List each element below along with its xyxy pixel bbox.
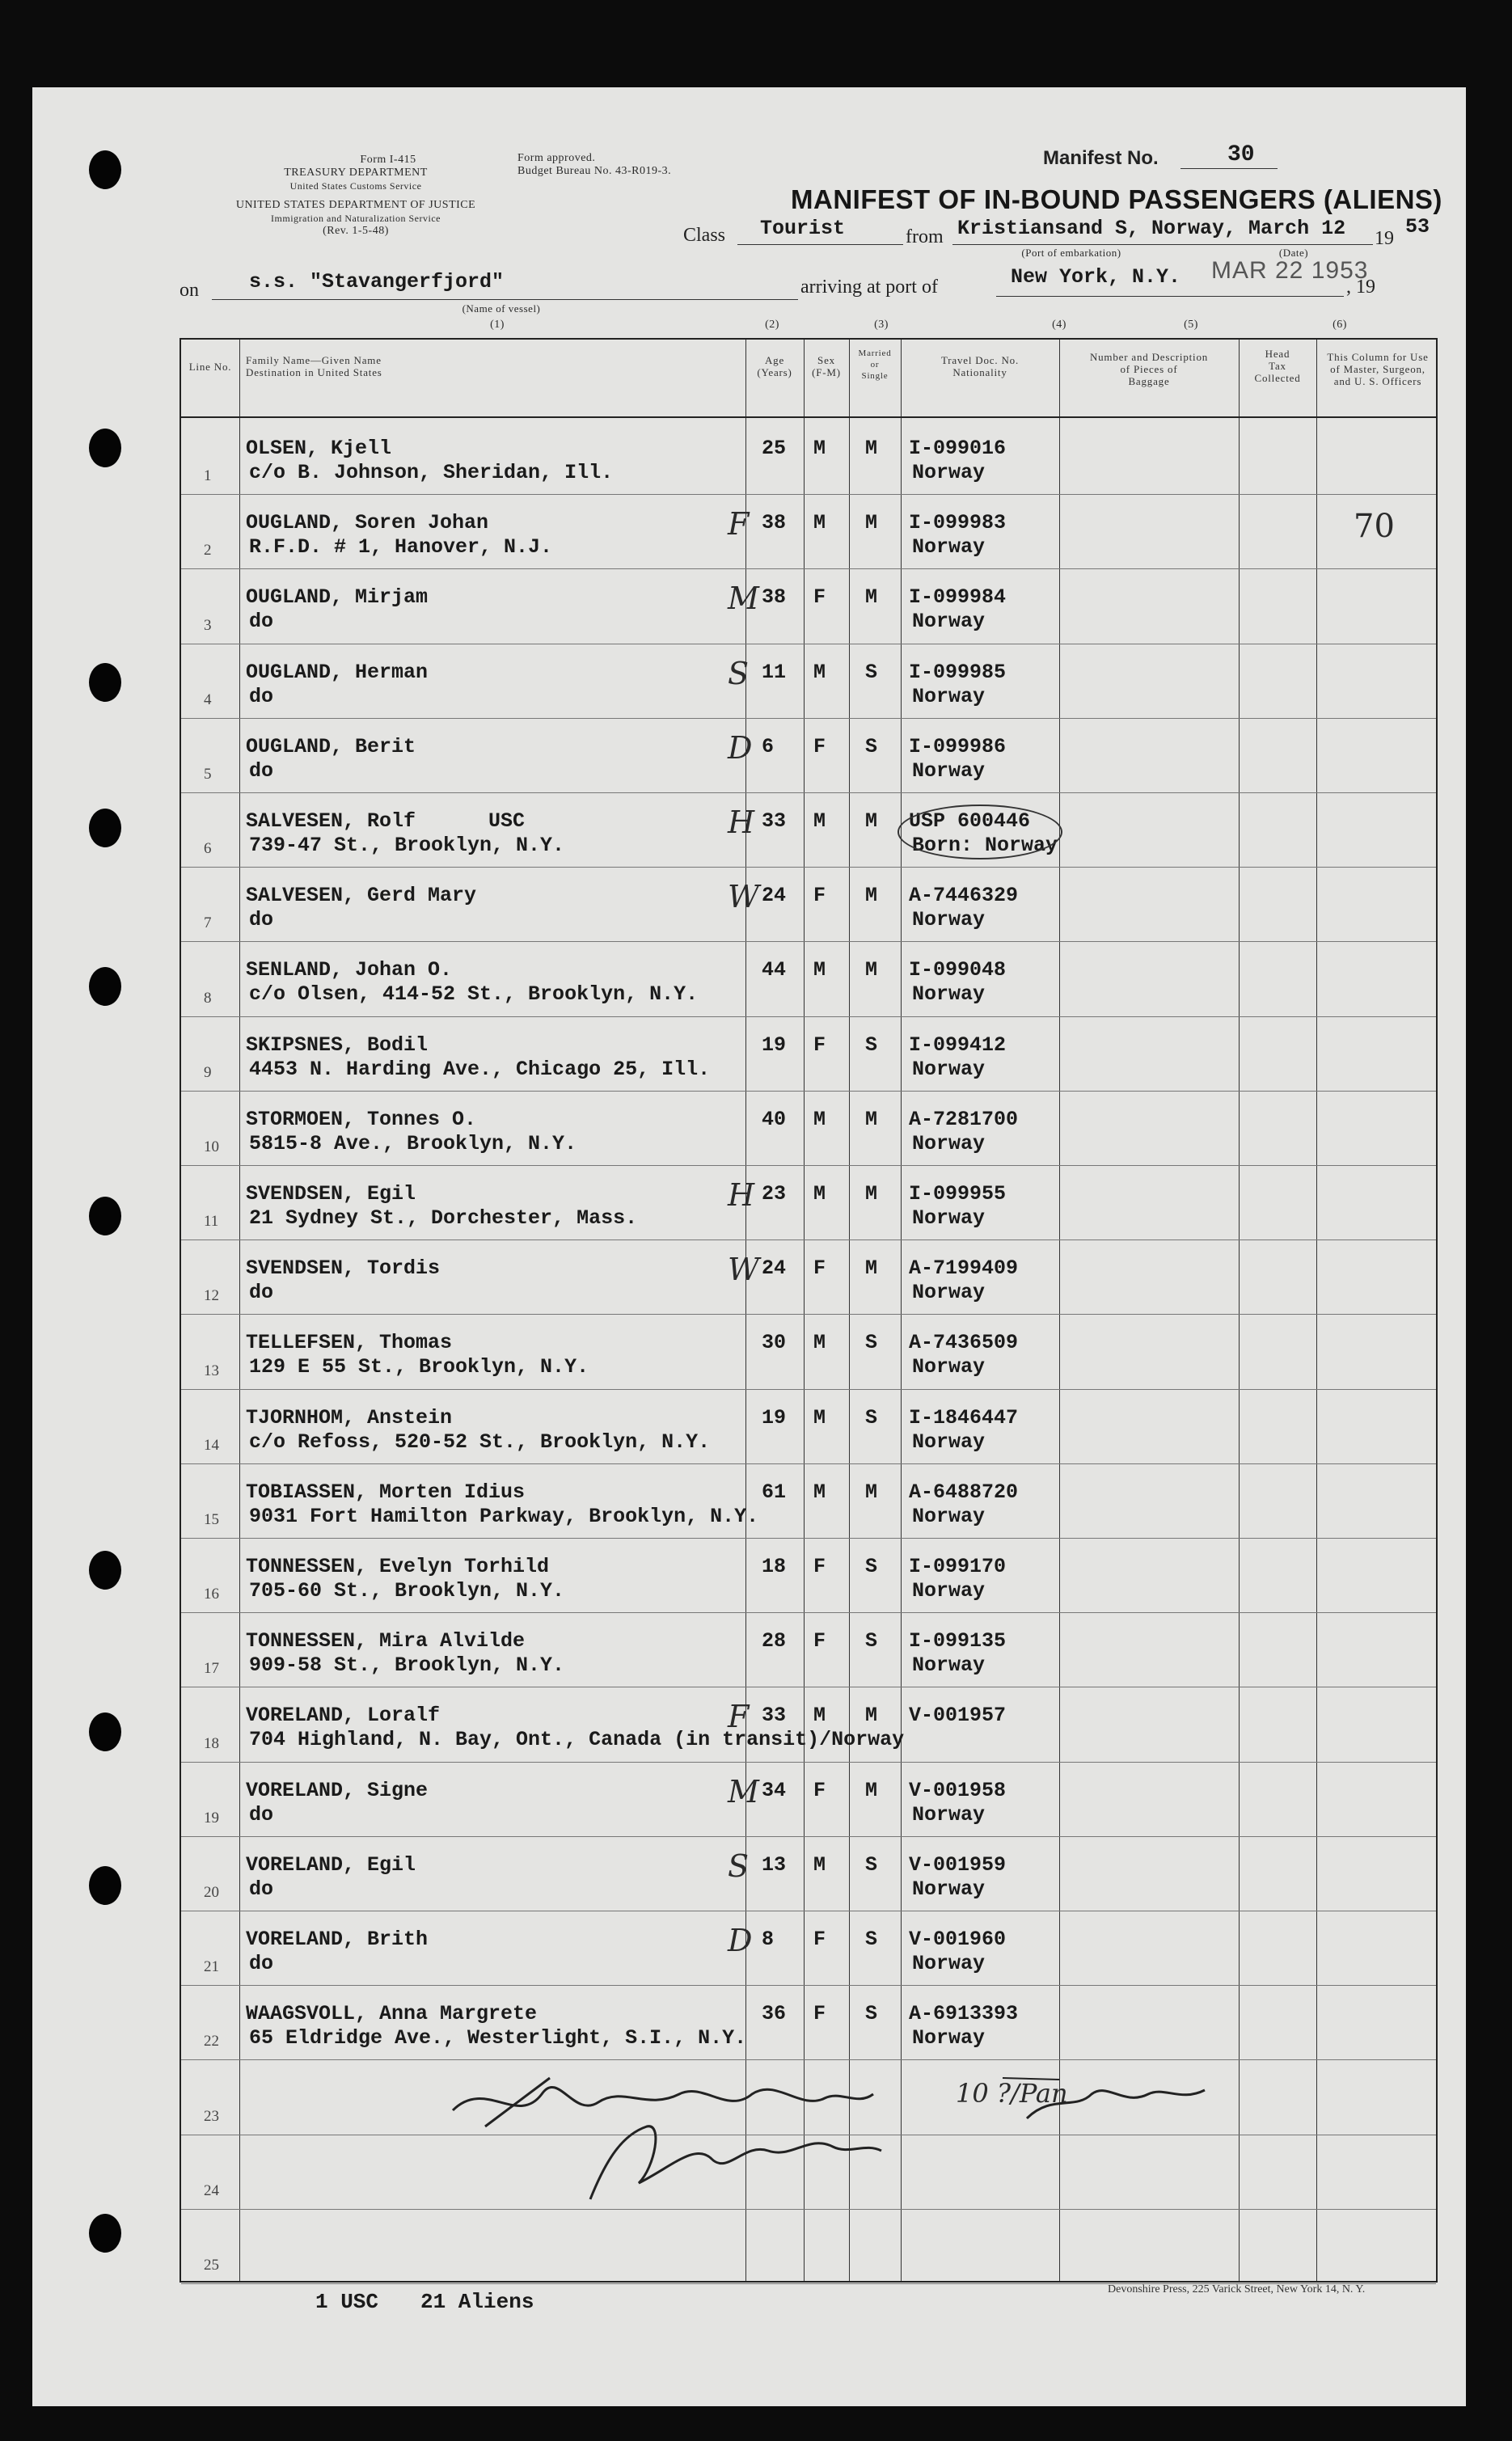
table-row [181,1613,1436,1687]
marital-status: M [865,511,878,535]
marital-status: S [865,1852,878,1877]
nationality: Norway [912,1430,986,1454]
col-num-1: (1) [490,319,505,331]
table-row [181,420,1436,495]
destination: 704 Highland, N. Bay, Ont., Canada (in transit)/Norway [249,1728,905,1752]
nationality: Norway [912,1206,986,1230]
travel-doc: I-099016 [909,437,1007,460]
table-row [181,1464,1436,1539]
marital-status: M [865,809,878,833]
sex: M [813,809,826,833]
handwritten-relation: H [728,805,755,840]
marital-status: M [865,1704,878,1728]
nationality: Norway [912,1131,986,1155]
punch-hole [89,1866,121,1905]
line-number: 12 [204,1287,219,1305]
col-line-no: Line No. [188,361,232,373]
destination: 4453 N. Harding Ave., Chicago 25, Ill. [249,1057,711,1081]
punch-hole [89,809,121,847]
handwritten-relation: W [728,879,760,915]
class-line [737,244,903,245]
nationality: Norway [912,461,986,484]
travel-doc: I-099985 [909,660,1007,684]
destination: do [249,1877,274,1901]
table-row [181,1390,1436,1464]
table-row [181,868,1436,942]
age: 38 [762,511,787,535]
officer-note: 70 [1354,508,1395,546]
travel-doc: I-099955 [909,1182,1007,1206]
age: 24 [762,1256,787,1281]
sex: M [813,437,826,460]
from-label: from [906,226,944,247]
nationality: Norway [912,1355,986,1379]
travel-doc: V-001960 [909,1928,1007,1951]
marital-status: S [865,1555,878,1578]
sex: F [813,1256,826,1281]
col-travel-doc: Travel Doc. No. Nationality [940,354,1019,378]
class-value: Tourist [760,217,846,240]
from-value: Kristiansand S, Norway, March 12 [957,217,1346,240]
marital-status: M [865,1480,878,1504]
sex: M [813,1182,826,1206]
sex: M [813,1480,826,1504]
age: 13 [762,1852,787,1877]
table-row [181,644,1436,719]
table-row [181,1763,1436,1837]
sex: F [813,1555,826,1578]
marital-status: M [865,437,878,460]
marital-status: M [865,958,878,982]
passenger-name: TOBIASSEN, Morten Idius [246,1480,526,1504]
passenger-name: OUGLAND, Mirjam [246,585,429,610]
age: 8 [762,1928,775,1951]
travel-doc: A-6488720 [909,1480,1019,1504]
line-number: 17 [204,1660,219,1678]
travel-doc: V-001959 [909,1852,1007,1877]
marital-status: M [865,1182,878,1206]
table-row [181,793,1436,868]
destination: 739-47 St., Brooklyn, N.Y. [249,834,565,857]
table-row [181,719,1436,793]
line-number: 2 [204,542,212,560]
col-officers: This Column for Use of Master, Surgeon, and U. S. Officers [1327,351,1429,387]
destination: do [249,610,274,634]
marital-status: M [865,1778,878,1802]
handwritten-relation: M [728,581,759,617]
nationality: Norway [912,1653,986,1678]
destination: do [249,1802,274,1827]
marital-status: S [865,1405,878,1430]
destination: c/o B. Johnson, Sheridan, Ill. [249,461,614,484]
passenger-name: SVENDSEN, Egil [246,1182,416,1206]
table-row [181,1092,1436,1166]
col-sex: Sex (F-M) [812,354,841,378]
usc-count: 1 USC [315,2290,379,2314]
vessel-name: s.s. "Stavangerfjord" [249,270,505,294]
passenger-name: VORELAND, Loralf [246,1704,441,1728]
age: 19 [762,1033,787,1057]
col-num-4: (4) [1052,319,1066,331]
treasury-dept: TREASURY DEPARTMENT [284,167,428,179]
sex: F [813,1778,826,1802]
marital-status: S [865,1331,878,1355]
vessel-caption: (Name of vessel) [462,302,541,315]
year-prefix: 19 [1375,228,1394,249]
embark-caption: (Port of embarkation) [1021,247,1121,259]
passenger-name: SVENDSEN, Tordis [246,1256,441,1281]
age: 11 [762,660,787,684]
vessel-line [212,299,798,300]
line-number: 25 [204,2256,219,2274]
form-number: Form I-415 [360,154,416,166]
punch-hole [89,429,121,467]
age: 6 [762,734,775,758]
marital-status: M [865,884,878,908]
sex: M [813,1852,826,1877]
line-number: 22 [204,2033,219,2050]
destination: 129 E 55 St., Brooklyn, N.Y. [249,1355,589,1379]
nationality: Norway [912,1579,986,1603]
table-row [181,1315,1436,1389]
line-number: 11 [204,1213,219,1231]
sex: M [813,1331,826,1355]
on-label: on [179,280,199,301]
sex: M [813,1405,826,1430]
class-label: Class [683,225,726,246]
from-line [952,244,1373,245]
handwritten-relation: D [728,1923,753,1958]
marital-status: M [865,1256,878,1281]
usc-mark: USC [488,809,526,833]
age: 28 [762,1629,787,1653]
destination: 65 Eldridge Ave., Westerlight, S.I., N.Y. [249,2026,747,2050]
handwritten-relation: S [728,655,750,691]
handwritten-note: 10 ?/Pan [956,2078,1068,2109]
destination: R.F.D. # 1, Hanover, N.J. [249,535,553,560]
line-number: 7 [204,914,212,932]
table-row [181,1017,1436,1092]
age: 30 [762,1331,787,1355]
passenger-name: TONNESSEN, Mira Alvilde [246,1629,526,1653]
passenger-name: SALVESEN, Gerd Mary [246,884,477,908]
date-stamp: MAR 22 1953 [1211,257,1369,284]
sex: M [813,1107,826,1131]
line-number: 14 [204,1436,219,1454]
port-line [996,296,1344,297]
passenger-name: OLSEN, Kjell [246,437,392,460]
manifest-label: Manifest No. [1043,147,1159,169]
budget-bureau: Budget Bureau No. 43-R019-3. [517,165,672,177]
nationality: Norway [912,982,986,1007]
page-title: MANIFEST OF IN-BOUND PASSENGERS (ALIENS) [791,184,1442,214]
table-row [181,942,1436,1016]
destination: 705-60 St., Brooklyn, N.Y. [249,1579,565,1603]
travel-doc: A-6913393 [909,2002,1019,2026]
marital-status: S [865,660,878,684]
travel-doc: A-7281700 [909,1107,1019,1131]
col-num-5: (5) [1184,319,1198,331]
table-row [181,495,1436,569]
line-number: 9 [204,1063,212,1081]
punch-hole [89,1713,121,1751]
line-number: 13 [204,1362,219,1379]
age: 33 [762,1704,787,1728]
line-number: 6 [204,840,212,858]
passenger-name: VORELAND, Brith [246,1928,429,1951]
travel-doc: USP 600446 [909,809,1031,833]
punch-hole [89,1551,121,1590]
handwritten-relation: F [728,1699,750,1735]
marital-status: S [865,1033,878,1057]
nationality: Norway [912,758,986,783]
justice-dept: UNITED STATES DEPARTMENT OF JUSTICE [235,199,476,211]
passenger-name: WAAGSVOLL, Anna Margrete [246,2002,538,2026]
punch-hole [89,1197,121,1235]
nationality: Norway [912,1504,986,1528]
nationality: Norway [912,610,986,634]
col-num-6: (6) [1333,319,1347,331]
nationality: Norway [912,2026,986,2050]
destination: c/o Olsen, 414-52 St., Brooklyn, N.Y. [249,982,699,1007]
handwritten-relation: W [728,1252,760,1288]
age: 44 [762,958,787,982]
line-number: 18 [204,1734,219,1752]
punch-hole [89,967,121,1006]
travel-doc: I-099983 [909,511,1007,535]
line-number: 24 [204,2181,219,2199]
nationality: Norway [912,1057,986,1081]
nationality: Norway [912,1877,986,1901]
line-number: 20 [204,1883,219,1901]
line-number: 10 [204,1138,219,1155]
destination: do [249,1281,274,1305]
sex: F [813,1033,826,1057]
signature-graphic [437,2046,1326,2224]
travel-doc: A-7446329 [909,884,1019,908]
age: 38 [762,585,787,610]
travel-doc: I-099048 [909,958,1007,982]
punch-hole [89,663,121,702]
passenger-name: SENLAND, Johan O. [246,958,453,982]
line-number: 1 [204,467,212,485]
passenger-name: TJORNHOM, Anstein [246,1405,453,1430]
col-num-2: (2) [765,319,779,331]
punch-hole [89,2214,121,2253]
passenger-name: OUGLAND, Soren Johan [246,511,489,535]
travel-doc: I-099986 [909,734,1007,758]
line-number: 3 [204,616,212,634]
age: 34 [762,1778,787,1802]
age: 24 [762,884,787,908]
travel-doc: I-099170 [909,1555,1007,1578]
table-row [181,1837,1436,1911]
circle-mark [897,805,1062,859]
sex: M [813,1704,826,1728]
passenger-table [179,338,1438,2283]
age: 61 [762,1480,787,1504]
table-row [181,1240,1436,1315]
form-revision: (Rev. 1-5-48) [323,225,389,237]
sex: M [813,660,826,684]
passenger-name: TONNESSEN, Evelyn Torhild [246,1555,550,1578]
arriving-label: arriving at port of [800,277,938,298]
travel-doc: V-001958 [909,1778,1007,1802]
travel-doc: V-001957 [909,1704,1007,1728]
travel-doc: I-099412 [909,1033,1007,1057]
destination: 909-58 St., Brooklyn, N.Y. [249,1653,565,1678]
passenger-name: TELLEFSEN, Thomas [246,1331,453,1355]
destination: do [249,908,274,932]
manifest-number: 30 [1227,142,1255,167]
year2-prefix: , 19 [1346,277,1375,298]
ins-service: Immigration and Naturalization Service [271,213,441,224]
destination: c/o Refoss, 520-52 St., Brooklyn, N.Y. [249,1430,711,1454]
manifest-line [1180,168,1278,169]
line-number: 19 [204,1809,219,1827]
col-baggage: Number and Description of Pieces of Baggage [1089,351,1209,387]
passenger-name: OUGLAND, Herman [246,660,429,684]
handwritten-relation: H [728,1177,755,1213]
age: 36 [762,2002,787,2026]
sex: F [813,1928,826,1951]
handwritten-relation: D [728,729,753,766]
table-row [181,1166,1436,1240]
sex: M [813,958,826,982]
year-value: 53 [1405,215,1430,239]
travel-doc: I-1846447 [909,1405,1019,1430]
line-number: 16 [204,1586,219,1603]
port-value: New York, N.Y. [1011,265,1181,289]
travel-doc: A-7199409 [909,1256,1019,1281]
marital-status: S [865,734,878,758]
line-number: 21 [204,1958,219,1976]
nationality: Norway [912,1802,986,1827]
passenger-name: OUGLAND, Berit [246,734,416,758]
handwritten-relation: S [728,1848,750,1884]
travel-doc: I-099135 [909,1629,1007,1653]
line-number: 4 [204,690,212,708]
age: 19 [762,1405,787,1430]
passenger-name: VORELAND, Egil [246,1852,416,1877]
table-row [181,569,1436,644]
passenger-name: SALVESEN, Rolf [246,809,416,833]
marital-status: S [865,1629,878,1653]
table-row [181,1539,1436,1613]
nationality: Norway [912,1952,986,1975]
nationality: Norway [912,1281,986,1305]
travel-doc: A-7436509 [909,1331,1019,1355]
age: 25 [762,437,787,460]
age: 18 [762,1555,787,1578]
passenger-name: STORMOEN, Tonnes O. [246,1107,477,1131]
destination: 5815-8 Ave., Brooklyn, N.Y. [249,1131,577,1155]
destination: 21 Sydney St., Dorchester, Mass. [249,1206,638,1230]
marital-status: M [865,1107,878,1131]
handwritten-relation: M [728,1773,759,1810]
sex: F [813,2002,826,2026]
sex: F [813,884,826,908]
nationality: Norway [912,684,986,708]
sex: F [813,1629,826,1653]
destination: do [249,684,274,708]
age: 23 [762,1182,787,1206]
table-row [181,1687,1436,1762]
sex: M [813,511,826,535]
marital-status: S [865,1928,878,1951]
aliens-count: 21 Aliens [420,2290,534,2314]
destination: do [249,1952,274,1975]
age: 33 [762,809,787,833]
marital-status: M [865,585,878,610]
form-approved: Form approved. [517,152,596,164]
table-row [181,1911,1436,1986]
travel-doc: I-099984 [909,585,1007,610]
sex: F [813,585,826,610]
marital-status: S [865,2002,878,2026]
handwritten-relation: F [728,506,750,543]
nationality: Born: Norway [912,834,1058,857]
passenger-name: VORELAND, Signe [246,1778,429,1802]
date-caption: (Date) [1278,247,1309,259]
punch-hole [89,150,121,189]
col-head-tax: Head Tax Collected [1254,348,1301,384]
col-married: Married or Single [858,348,892,381]
line-number: 5 [204,765,212,783]
age: 40 [762,1107,787,1131]
col-name: Family Name—Given Name Destination in United States [246,354,382,378]
printer-credit: Devonshire Press, 225 Varick Street, New York 14, N. Y. [1108,2283,1366,2295]
nationality: Norway [912,908,986,932]
line-number: 15 [204,1510,219,1528]
passenger-name: SKIPSNES, Bodil [246,1033,429,1057]
line-number: 8 [204,989,212,1007]
sex: F [813,734,826,758]
nationality: Norway [912,535,986,560]
destination: 9031 Fort Hamilton Parkway, Brooklyn, N.Y. [249,1504,759,1528]
customs-service: United States Customs Service [289,180,422,192]
line-number: 23 [204,2107,219,2125]
col-age: Age (Years) [757,354,792,378]
destination: do [249,758,274,783]
col-num-3: (3) [874,319,889,331]
